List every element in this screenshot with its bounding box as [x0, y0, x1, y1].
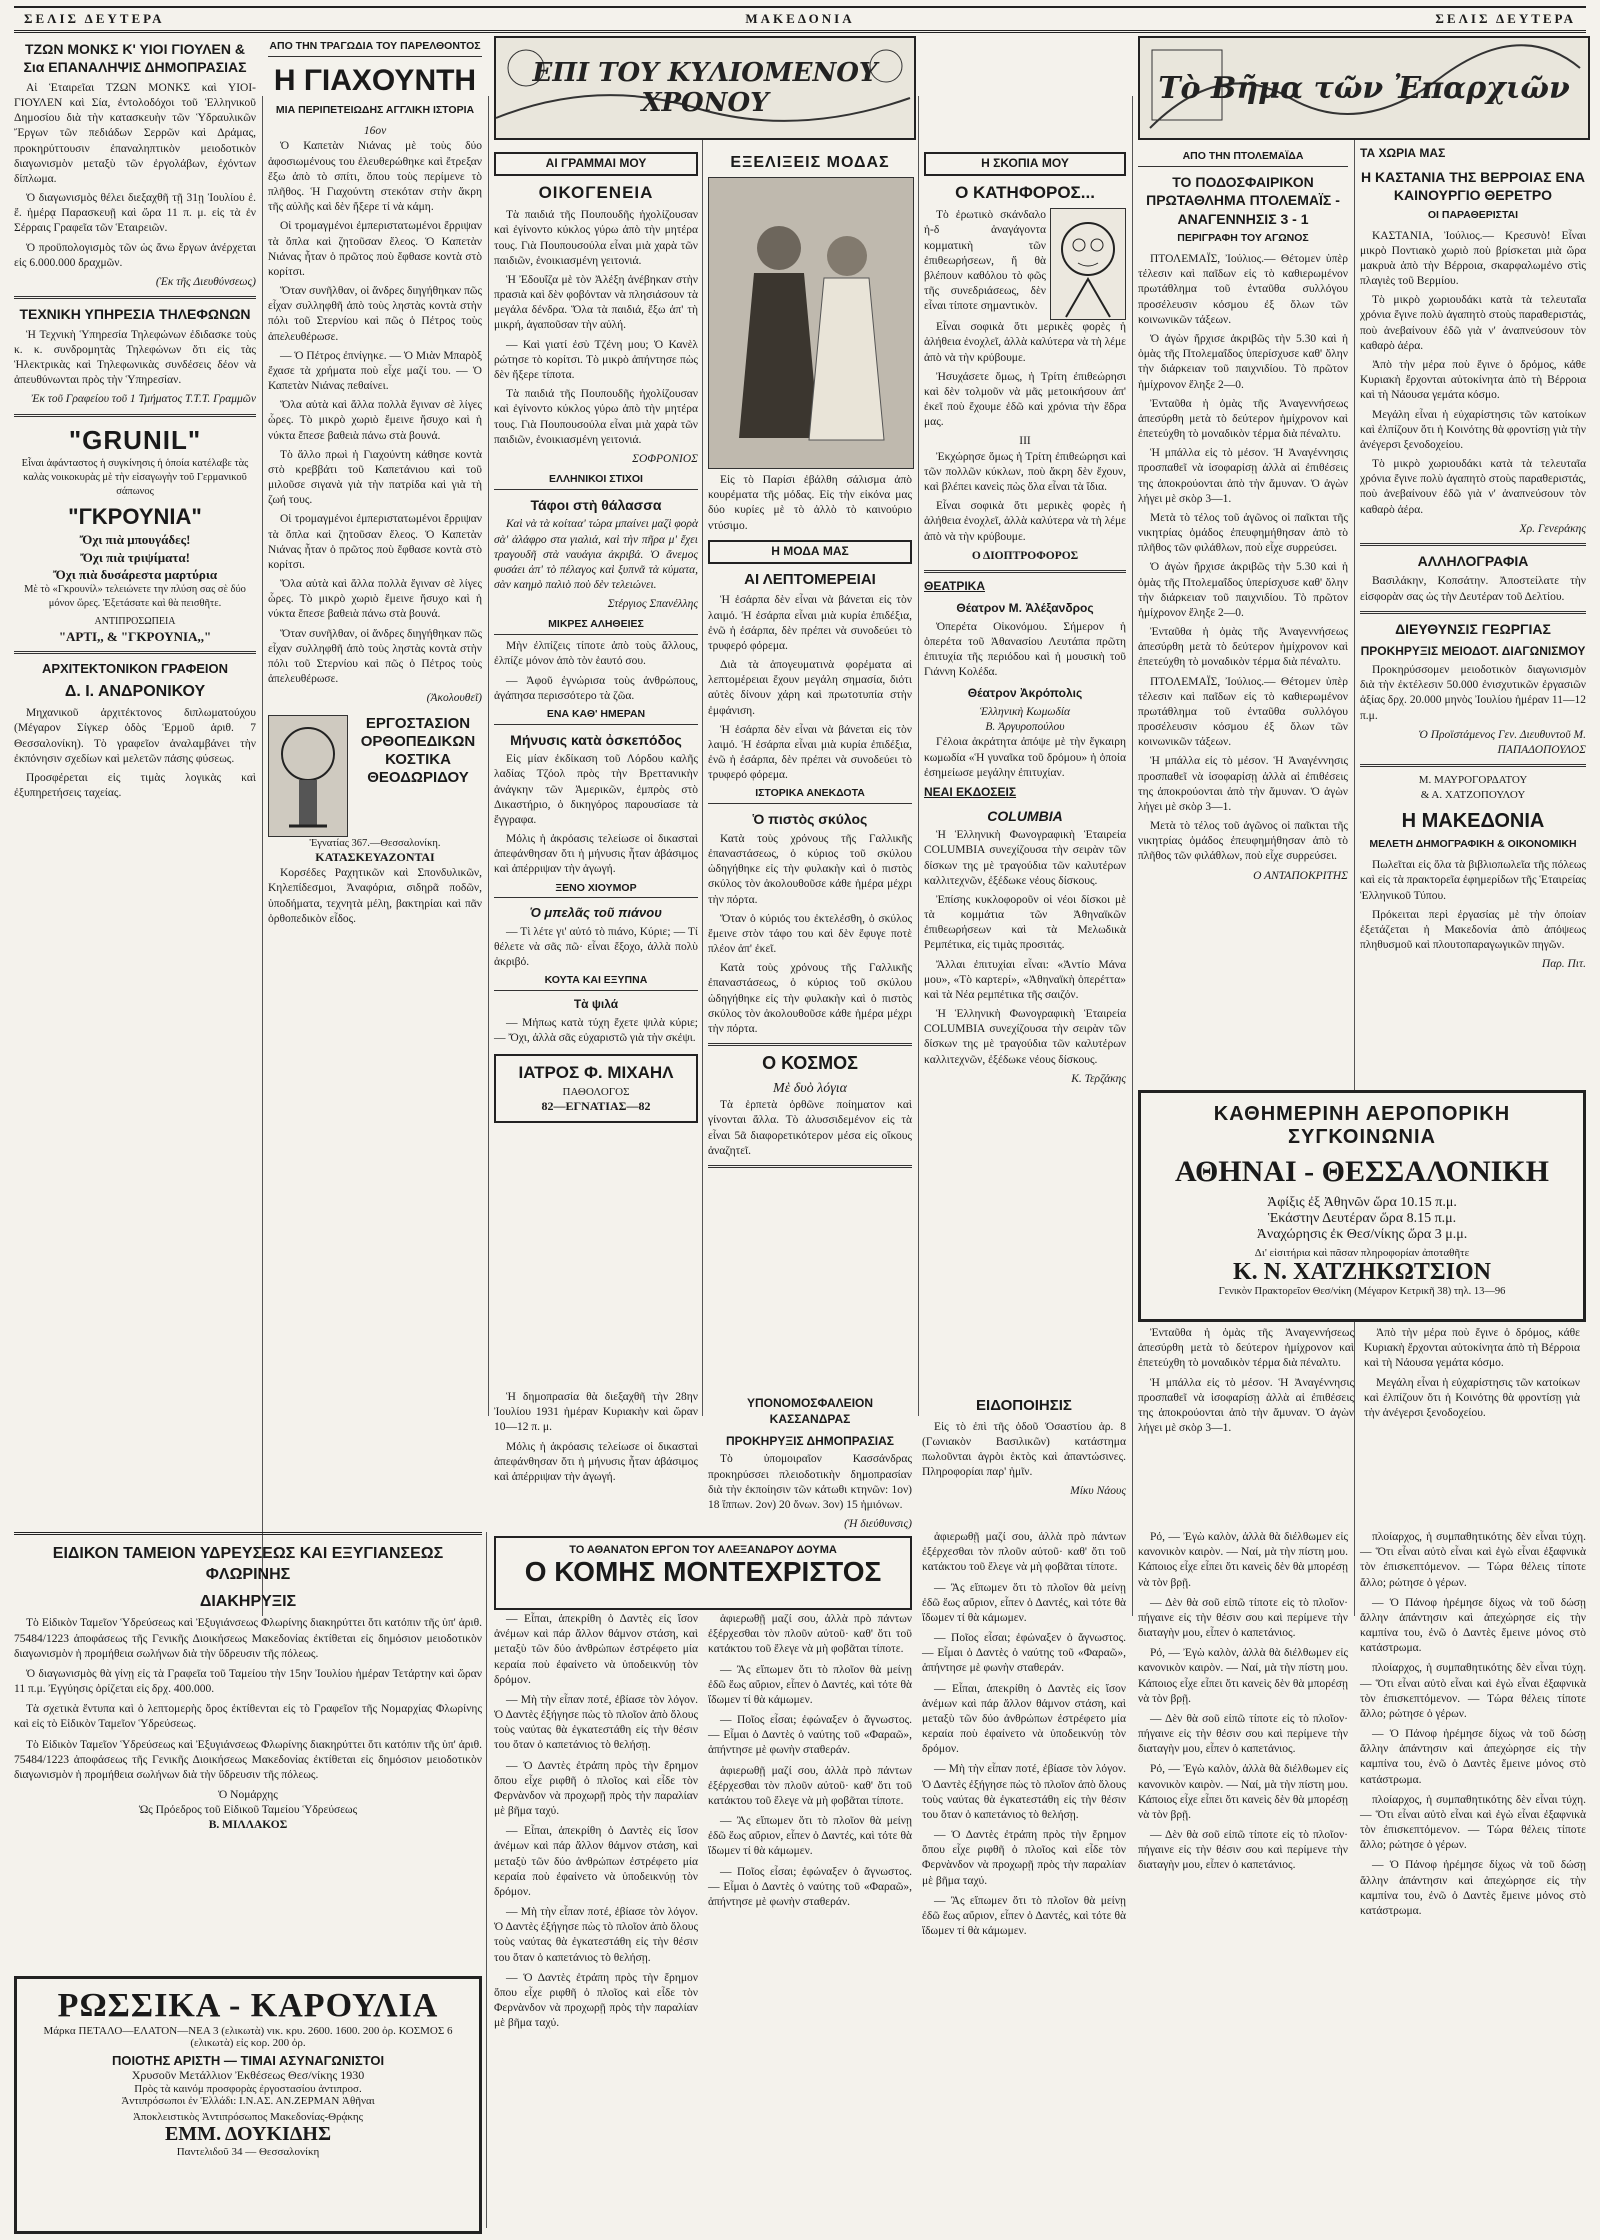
article-text: Ἡ Ἐδουΐζα μὲ τὸν Ἀλέξη ἀνέβηκαν στὴν πρασιὰ καὶ δὲν φοβόνταν νὰ πλησιάσουν τὰ μεγάλα δένδρα. Ὅλα τὰ παιδιά, ἔξω ἀπ' τὴ μικρή, ἀγαποῦσαν τὴν αὐλή. [494, 273, 698, 332]
doctor-name: ΙΑΤΡΟΣ Φ. ΜΙΧΑΗΛ [518, 1063, 674, 1083]
article-text: Τὸ μικρὸ χωριουδάκι κατὰ τὰ τελευταῖα χρόνια ἔγινε πολὺ ἀγαπητὸ στοὺς παραθεριστάς, ποὺ ἀνεβαίνουν ἐδῶ γιὰ ν' ἀναπνεύσουν τὸν καθαρὸ ἀέρα. [1360, 458, 1586, 516]
subheadline: ΔΙΑΚΗΡΥΞΙΣ [199, 1593, 297, 1611]
ad-address: Γενικὸν Πρακτορεῖον Θεσ/νίκη (Μέγαρον Κετρικῆ 38) τηλ. 13—96 [1218, 1286, 1506, 1297]
article-text: Ρό, — Ἐγὼ καλὸν, ἀλλὰ θὰ διέλθωμεν εἰς κανονικὸν καιρὸν. — Ναί, μὰ τὴν πίστη μου. Κάποιος εἶχε εἶπει ὅτι κανεὶς δὲν θὰ μπορέσῃ νὰ τὸν βρῇ. [1138, 1647, 1348, 1705]
lower-notices [708, 1390, 1126, 1531]
headline: Ὁ μπελᾶς τοῦ πιάνου [530, 905, 662, 921]
ad-info: Δι' εἰσιτήρια καὶ πᾶσαν πληροφορίαν ἀποταθῆτε [1254, 1247, 1470, 1259]
subtitle: ΜΙΑ ΠΕΡΙΠΕΤΕΙΩΔΗΣ ΑΓΓΛΙΚΗ ΙΣΤΟΡΙΑ [275, 104, 475, 117]
article-text: — Ἂς εἴπωμεν ὅτι τὸ πλοῖον θὰ μείνῃ ἐδῶ ἕως αὔριον, εἶπεν ὁ Δαντές, καὶ τότε θὰ ἴδωμεν τί θὰ κάμωμεν. [708, 1663, 912, 1706]
article-text: — Ὁ Πάνοφ ἠρέμησε δίχως νὰ τοῦ δώσῃ ἄλλην ἀπάντησιν καὶ ἀπεχώρησε εἰς τὴν καμπίνα του, ἐνῶ ὁ Δαντὲς ἔμεινε μόνος στὸ κατάστρωμα. [1360, 1728, 1586, 1786]
article-text: — Ἀφοῦ ἐγνώρισα τοὺς ἀνθρώπους, ἀγάπησα περισσότερο τὰ ζῶα. [494, 674, 698, 702]
article-text: Ἄλλαι ἐπιτυχίαι εἶναι: «Ἀντίο Μάνα μου», «Τὸ καρτερί», «Ἀθηναϊκὴ ὁπερέττα» καὶ τὰ Νέα ρεμπέτικα τῆς σαιζόν. [924, 958, 1126, 1001]
emblem-image [268, 715, 348, 837]
section-label: ΜΙΚΡΕΣ ΑΛΗΘΕΙΕΣ [494, 618, 698, 635]
author: Μ. ΜΑΥΡΟΓΟΡΔΑΤΟΥ [1418, 774, 1528, 787]
article-text: — Δὲν θὰ σοῦ εἰπῶ τίποτε εἰς τὸ πλοῖον· πήγαινε εἰς τὴν θέσιν σου καὶ περίμενε τὴν διαταγὴν μου, εἶπεν ὁ καπετάνιος. [1138, 1712, 1348, 1756]
headline: Δ. Ι. ΑΝΔΡΟΝΙΚΟΥ [64, 683, 206, 701]
article-text: Μόλις ἡ ἀκρόασις τελείωσε οἱ δικασταὶ ἀπεφάνθησαν ὅτι ἡ μήνυσις ἦταν ἀβάσιμος καὶ ἀπέρριψαν τὴν ἀγωγή. [494, 833, 698, 876]
air-travel-ad [1138, 1090, 1586, 1322]
signature: Ὁ Νομάρχης [218, 1789, 278, 1802]
article-text: — Εἶπαι, ἀπεκρίθη ὁ Δαντὲς εἰς ἴσον ἀνέμων καὶ πάρ ἄλλον θάμνον στάση, καὶ μεταξὺ τῶν δύο ἀνθρώπων ἐστρέφετο μία κεραία ποὺ ἐφαίνετο νὰ ὑποδεικνύῃ τὸν δρόμον. [922, 1682, 1126, 1756]
article-text: πλοίαρχος, ἡ συμπαθητικότης δὲν εἶναι τύχη. — Ὅτι εἶναι αὐτὸ εἶναι καὶ ἐγὼ εἶναι ἐξαφνικὰ τὸν ἐπισκεπτόμενον. — Τώρα θέλεις τίποτε ἄλλο; ρώτησε ὁ γέρων. [1360, 1793, 1586, 1852]
article-text: Ἡ ἐσάρπα δὲν εἶναι νὰ βάνεται εἰς τὸν λαιμό. Ἡ ἐσάρπα εἶναι μιὰ κυρία ἐπιδέξια, ἐνῶ ἡ ἐσάρπα, δὲν πρέπει νὰ συνοδεύει τὸ τρυφερό φόρεμα. [708, 594, 912, 652]
article-text: — Μὴ τὴν εἶπαν ποτέ, ἐβίασε τὸν λόγον. Ὁ Δαντὲς ἐξήγησε πὼς τὸ πλοῖον ἀπὸ ὅλους τοὺς ναύτας θὰ ἐγκατεστάθη εἰς τὴν θέσιν του ὅταν ὁ καπετάνιος τὸ θελήσῃ. [922, 1763, 1126, 1821]
column-rule [702, 96, 703, 1416]
article-text: — Μὴ τὴν εἶπαν ποτέ, ἐβίασε τὸν λόγον. Ὁ Δαντὲς ἐξήγησε πὼς τὸ πλοῖον ἀπὸ ὅλους τοὺς ναύτας θὰ ἐγκατεστάθη εἰς τὴν θέσιν του ὅταν ὁ καπετάνιος τὸ θελήσῃ. [494, 1906, 698, 1964]
article-text: Τὸ ὑπομοιραῖον Κασσάνδρας προκηρύσσει πλειοδοτικὴν δημοπρασίαν διὰ τὴν ἐκποίησιν τῶν κάτωθι κτηνῶν: 1ον) 18 ἵππων. 2ον) 20 ὄνων. 3ον) 15 ἡμιόνων. [708, 1453, 912, 1511]
article-text: — Εἶπαι, ἀπεκρίθη ὁ Δαντὲς εἰς ἴσον ἀνέμων καὶ πάρ ἄλλον θάμνον στάση, καὶ μεταξὺ τῶν δύο ἀνθρώπων ἐστρέφετο μία κεραία ποὺ ἐφαίνετο νὰ ὑποδεικνύῃ τὸν δρόμον. [494, 1825, 698, 1898]
orthopedic-ad [268, 715, 482, 837]
column-6 [1138, 146, 1348, 1076]
article-text: Τὸ Εἰδικὸν Ταμεῖον Ὑδρεύσεως καὶ Ἐξυγιάνσεως Φλωρίνης διακηρύττει ὅτι κατόπιν τῆς ὑπ' ἀριθ. 75484/1223 ἀποφάσεως τῆς Γενικῆς Διοικήσεως Μακεδονίας ἐκτίθεται εἰς δημόσιον μειοδοτικὸν διαγωνισμὸν ἡ προμήθεια σωλήνων διὰ τὴν ὕδρευσιν τῆς πόλεως. [14, 1738, 482, 1781]
headline: Μήνυσις κατὰ ὀσκεπόδος [510, 731, 682, 748]
article-text: Ἐνταῦθα ἡ ὁμὰς τῆς Ἀναγεννήσεως ἀπεσύρθη μετὰ τὸ δεύτερον ἡμίχρονον καὶ ἐπετεύχθη τὸ μοναδικὸν τέρμα διὰ πέναλτυ. [1138, 626, 1348, 669]
poem-text: Καὶ νὰ τὰ κοίταα' τώρα μπαίνει μαζὶ φορὰ σὰ' ἀλάφρο στα γιαλιά, καὶ τὴν πῆρα μ' ἔχει τραγουδῆ στὰ ναυάγια ἀκριβά. Ὁ ἄνεμος φυσάει ἀπ' τὸ πέλαγος καὶ ξυπνᾶ τὰ κύματα, σὰν καημὸ παλιὸ ποὺ δὲν τελειώνει. [494, 518, 698, 592]
article-text: Ἡ μπάλλα εἰς τὸ μέσον. Ἡ Ἀναγέννησις προσπαθεῖ νὰ ἰσοφαρίσῃ ἀλλὰ αἱ ἐπιθέσεις της ἀποκρούονται ἀπὸ τὴν ἄμυναν. Ὁ ἀγὼν λήγει μὲ σκὸρ 3—1. [1138, 1376, 1354, 1435]
article-text: Μὴν ἐλπίζεις τίποτε ἀπὸ τοὺς ἄλλους, ἐλπίζε μόνον ἀπὸ τὸν ἑαυτό σου. [494, 640, 698, 668]
article-text: Οἱ τρομαγμένοι ἐμπεριστατωμένοι ἔρριψαν τὰ ὅπλα καὶ ζητοῦσαν ἔλεος. Ὁ Καπετὰν Νιάνας ἦταν ὁ πρῶτος ποὺ ἔφθασε κοντὰ στὸ κορίτσι. [268, 220, 482, 278]
caricature-image [1050, 208, 1126, 320]
signature: (Ἀκολουθεῖ) [426, 692, 482, 705]
ad-schedule: Ἑκάστην Δευτέραν ὥρα 8.15 π.μ. [1267, 1211, 1457, 1226]
serial-column-4 [1138, 1530, 1348, 2228]
serial-column-5 [1360, 1530, 1586, 2228]
column-rule [488, 96, 489, 1416]
article-text: — Ποῖος εἶσαι; ἐφώναξεν ὁ ἄγνωστος. — Εἶμαι ὁ Δαντὲς ὁ ναύτης τοῦ «Φαραῶ», ἀπήντησε μὲ φωνὴν σταθεράν. [708, 1865, 912, 1908]
headline: Η ΜΑΚΕΔΟΝΙΑ [1401, 810, 1545, 833]
ad-text: Ἀποκλειστικὸς Ἀντιπρόσωπος Μακεδονίας-Θρᾴκης [132, 2111, 364, 2123]
ad-schedule: Ἀναχώρησις ἐκ Θεσ/νίκης ὥρα 3 μ.μ. [1256, 1227, 1468, 1242]
article-text: Ἐνταῦθα ἡ ὁμὰς τῆς Ἀναγεννήσεως ἀπεσύρθη μετὰ τὸ δεύτερον ἡμίχρονον καὶ ἐπετεύχθη τὸ μοναδικὸν τέρμα διὰ πέναλτυ. [1138, 397, 1348, 441]
article-text: Κατὰ τοὺς χρόνους τῆς Γαλλικῆς ἐπαναστάσεως, ὁ κύριος τοῦ σκύλου ὡδηγήθηκε εἰς τὴν φυλακὴν καὶ ὁ πιστὸς σκύλος τὸν ἀκολουθοῦσε κάθε ἡμέρα μέχρι τὴν πόρτα. [708, 832, 912, 906]
headline: Η ΓΙΑΧΟΥΝΤΗ [273, 63, 477, 97]
article-text: Εἰς μίαν ἐκδίκαση τοῦ Λόρδου καλῆς λαδίας Τζόολ πρὸς τὴν Βρεττανικὴν ἀνάγκην τῶν Ἀμερικῶν, ἐμπρὸς στὸ Δικαστήριο, ὁ δικηγόρος παρουσίασε τὰ ἔγγραφα. [494, 753, 698, 826]
article-text: — Ὁ Πάνοφ ἠρέμησε δίχως νὰ τοῦ δώσῃ ἄλλην ἀπάντησιν καὶ ἀπεχώρησε εἰς τὴν καμπίνα του, ἐνῶ ὁ Δαντὲς ἔμεινε μόνος στὸ κατάστρωμα. [1360, 1859, 1586, 1917]
banner-title: ΕΠΙ ΤΟΥ ΚΥΛΙΟΜΕΝΟΥ ΧΡΟΝΟΥ [532, 58, 878, 118]
signature: Χρ. Γενεράκης [1519, 522, 1586, 535]
signature: Παρ. Πιτ. [1541, 958, 1586, 971]
signature: Ὁ Προϊστάμενος Γεν. Διευθυντοῦ Μ. ΠΑΠΑΔΟΠΟΥΛΟΣ [1418, 728, 1586, 756]
ad-rep-name: "ΑΡΤΙ,, & "ΓΚΡΟΥΝΙΑ,," [58, 628, 212, 644]
article-text: — Τὶ λέτε γι' αὐτό τὸ πιάνο, Κύριε; — Τί θέλετε νὰ σᾶς πῶ· εἶναι ἔξοχο, ἀλλὰ πολὺ ἀκριβό. [494, 925, 698, 968]
article-text: Τὸ Εἰδικὸν Ταμεῖον Ὑδρεύσεως καὶ Ἐξυγιάνσεως Φλωρίνης διακηρύττει ὅτι κατόπιν τῆς ὑπ' ἀριθ. 75484/1223 ἀποφάσεως τῆς Γενικῆς Διοικήσεως Μακεδονίας ἐκτίθεται εἰς δημόσιον μειοδοτικὸν διαγωνισμὸν ἡ προμήθεια σωλήνων διὰ τὴν ὕδρευσιν τῆς πόλεως. [14, 1617, 482, 1660]
emblem-icon [269, 716, 347, 836]
article-text: Τὰ παιδιά τῆς Πουπουδῆς ἠχολίζουσαν καὶ ἐγίνοντο κύκλος γύρω ἀπὸ τὴν μητέρα τους. Γιὰ Πουπουσούλα εἶναι μιὰ χαρὰ τῶν παιδιῶν, ἐνοικιασμένη γειτονιά. [494, 388, 698, 446]
ad-brand: "ΓΚΡΟΥΝΙΑ" [68, 504, 202, 530]
article-text: Εἰς τὸ ἐπὶ τῆς ὁδοῦ Ὁσαστίου ἀρ. 8 (Γωνιακὸν Βασιλικῶν) κατάστημα πωλοῦνται ἀγρὸι ἑκτὸς καὶ ἀπαντώσινες. Πληροφορίαι παρ' ἡμῖν. [922, 1420, 1126, 1479]
headline: ΤΕΧΝΙΚΗ ΥΠΗΡΕΣΙΑ ΤΗΛΕΦΩΝΩΝ [19, 306, 251, 323]
kicker: ΤΟ ΑΘΑΝΑΤΟΝ ΕΡΓΟΝ ΤΟΥ ΑΛΕΞΑΝΔΡΟΥ ΔΟΥΜΑ [569, 1544, 837, 1556]
article-text: Τὸ μικρὸ χωριουδάκι κατὰ τὰ τελευταῖα χρόνια ἔγινε πολὺ ἀγαπητὸ στοὺς παραθεριστάς, ποὺ ἀνεβαίνουν ἐδῶ γιὰ ν' ἀναπνεύσουν τὸν καθαρὸ ἀέρα. [1360, 294, 1586, 352]
article-text: Ἡ Ἑλληνικὴ Φωνογραφικὴ Ἑταιρεία COLUMBIA συνεχίζουσα τὴν σειρὰν τῶν δίσκων της μὲ τραγούδια τῶν καλυτέρων καλλιτεχνῶν, ἐξέδωκε νέους δίσκους. [924, 829, 1126, 887]
signature: Ἐκ τοῦ Γραφείου τοῦ 1 Τμήματος Τ.Τ.Τ. Γραμμῶν [31, 393, 256, 406]
section-label: ΙΣΤΟΡΙΚΑ ΑΝΕΚΔΟΤΑ [708, 787, 912, 804]
article-text: Βασιλάκην, Κοπσάτην. Ἀποστείλατε τὴν εἰσφορὰν σας ὡς τὴν Δευτέραν τοῦ Δελτίου. [1360, 575, 1586, 603]
kicker: ΑΠΟ ΤΗΝ ΠΤΟΛΕΜΑΪΔΑ [1138, 150, 1348, 167]
article-text: Μεγάλη εἶναι ἡ εὐχαρίστησις τῶν κατοίκων καὶ ἐλπίζουν ὅτι ἡ Κοινότης θὰ φροντίσῃ γιὰ τὴν ἀνέγερσι ξενοδοχείου. [1364, 1376, 1580, 1419]
article-text: — Καὶ γιατί ἐσὺ Τζένη μου; Ὁ Κανὲλ ρώτησε τὸ κορίτσι. Τὸ μικρὸ ἀπήντησε πὼς δὲν ἤξερε τίποτα. [494, 338, 698, 381]
ad-title: "GRUNIL" [68, 424, 202, 455]
section-label: ΤΑ ΧΩΡΙΑ ΜΑΣ [1360, 146, 1446, 160]
column-rule [262, 96, 263, 1616]
article-text: Ρό, — Ἐγὼ καλὸν, ἀλλὰ θὰ διέλθωμεν εἰς κανονικὸν καιρὸν. — Ναί, μὰ τὴν πίστη μου. Κάποιος εἶχε εἶπει ὅτι κανεὶς δὲν θὰ μπορέσῃ νὰ τὸν βρῇ. [1138, 1763, 1348, 1821]
column-7 [1360, 146, 1586, 1076]
headline: Θέατρον Ἀκρόπολις [967, 686, 1083, 701]
doctor-address: 82—ΕΓΝΑΤΙΑΣ—82 [541, 1099, 651, 1114]
banner-title: Τὸ Βῆμα τῶν Ἐπαρχιῶν [1158, 70, 1570, 106]
subheadline: ΟΙ ΠΑΡΑΘΕΡΙΣΤΑΙ [1427, 208, 1519, 221]
article-text: Ἀπὸ τὴν μέρα ποὺ ἔγινε ὁ δρόμος, κάθε Κυριακὴ ἔρχονται αὐτοκίνητα ἀπὸ τὴ Βέρροια καὶ τὴ Νάουσα γεμάτα κόσμο. [1360, 359, 1586, 402]
article-text: Ἡ ἐσάρπα δὲν εἶναι νὰ βάνεται εἰς τὸν λαιμό. Ἡ ἐσάρπα εἶναι μιὰ κυρία ἐπιδέξια, ἐνῶ ἡ ἐσάρπα, δὲν πρέπει νὰ συνοδεύει τὸ τρυφερό φόρεμα. [708, 723, 912, 782]
article-text: Τὸ ἐρωτικὸ σκάνδαλο ἠ-δ ἀναγάγοντα κομματικὴ τῶν ἐπιθεωρήσεων, ἤ θὰ βλέπουν καθόλου τὸ φῶς τῆς συνεδριάσεως, δὲν εἶναι τίποτε σημαντικὸν. [924, 209, 1046, 313]
article-text: — Ἂς εἴπωμεν ὅτι τὸ πλοῖον θὰ μείνῃ ἐδῶ ἕως αὔριον, εἶπεν ὁ Δαντές, καὶ τότε θὰ ἴδωμεν τί θὰ κάμωμεν. [708, 1815, 912, 1858]
section-label: Η ΜΟΔΑ ΜΑΣ [708, 540, 912, 564]
headline: Τὰ ψιλά [573, 997, 619, 1012]
article-text: Ὅταν συνῆλθαν, οἱ ἄνδρες διηγήθηκαν πῶς εἶχαν συλληφθῆ ἀπὸ τοὺς ληστὰς κοντὰ στὴν πόλι τοῦ Στερνίου καὶ πῶς ὁ Πέτρος τοὺς ἀπελευθέρωσε. [268, 627, 482, 686]
ad-address: Παντελιδοῦ 34 — Θεσσαλονίκη [176, 2146, 320, 2158]
masthead-left: ΣΕΛΙΣ ΔΕΥΤΕΡΑ [24, 11, 165, 26]
article-text: ΠΤΟΛΕΜΑΪΣ, Ἰούλιος.— Θέτομεν ὑπὲρ τέλεσιν καὶ παῖδων εἰς τὸ καθιερωμένον πρωτάθλημα τοῦ ἐνταῦθα συλλόγου προσέλευσιν κόσμου ἐξ ὅλων τῶν κοινωνικῶν τάξεων. [1138, 253, 1348, 326]
signature: Ὡς Πρόεδρος τοῦ Εἰδικοῦ Ταμείου Ὑδρεύσεως [138, 1804, 358, 1817]
ad-title: ΚΑΘΗΜΕΡΙΝΗ ΑΕΡΟΠΟΡΙΚΗ ΣΥΓΚΟΙΝΩΝΙΑ [1213, 1103, 1511, 1148]
ad-schedule: Ἀφίξις ἐξ Ἀθηνῶν ὥρα 10.15 π.μ. [1267, 1195, 1457, 1210]
caricature-icon [1051, 209, 1125, 319]
subheadline: ΜΕΛΕΤΗ ΔΗΜΟΓΡΑΦΙΚΗ & ΟΙΚΟΝΟΜΙΚΗ [1369, 838, 1577, 851]
headline: Θέατρον Μ. Ἀλέξανδρος [956, 600, 1094, 615]
subheadline: Μὲ δυὸ λόγια [773, 1080, 847, 1096]
column-2 [268, 36, 482, 1526]
article-text: Ὁ προϋπολογισμὸς τῶν ὡς ἄνω ἔργων ἀνέρχεται εἰς 6.000.000 δραχμῶν. [14, 241, 256, 269]
article-text: — Ὁ Πάνοφ ἠρέμησε δίχως νὰ τοῦ δώσῃ ἄλλην ἀπάντησιν καὶ ἀπεχώρησε εἰς τὴν καμπίνα του, ἐνῶ ὁ Δαντὲς ἔμεινε μόνος στὸ κατάστρωμα. [1360, 1596, 1586, 1655]
article-text: Ὁ Καπετὰν Νιάνας μὲ τοὺς δύο ἀφοσιωμένους του ἐλευθερώθηκε καὶ ἔτρεξαν ἔξω ἀπὸ τὸ σπίτι, ὅπου τοὺς περίμενε τὸ πλῆθος. Ἡ Γιαχούντη στεκόταν στὴν ἄκρη τῆς αὐλῆς καὶ δὲν ἤξερε τί νὰ κάμη. [268, 140, 482, 214]
ad-rep-label: ΑΝΤΙΠΡΟΣΩΠΕΙΑ [94, 615, 176, 627]
article-text: Ὅλα αὐτὰ καὶ ἄλλα πολλὰ ἔγιναν σὲ λίγες ὧρες. Τὸ μικρὸ χωριὸ ἔμεινε ἥσυχο καὶ ἡ νύκτα ἔπεσε βαθειὰ πάνω στὰ βουνά. [268, 399, 482, 442]
article-text: πλοίαρχος, ἡ συμπαθητικότης δὲν εἶναι τύχη. — Ὅτι εἶναι αὐτὸ εἶναι καὶ ἐγὼ εἶναι ἐξαφνικὰ τὸν ἐπισκεπτόμενον. — Τώρα θέλεις τίποτε ἄλλο; ρώτησε ὁ γέρων. [1360, 1662, 1586, 1720]
headline: ΤΟ ΠΟΔΟΣΦΑΙΡΙΚΟΝ ΠΡΩΤΑΘΛΗΜΑ ΠΤΟΛΕΜΑΪΣ - ΑΝΑΓΕΝΝΗΣΙΣ 3 - 1 [1146, 173, 1340, 227]
column-5 [924, 146, 1126, 1386]
fashion-illustration [709, 178, 913, 468]
signature: Ο ΑΝΤΑΠΟΚΡΙΤΗΣ [1253, 869, 1348, 882]
water-fund-notice [14, 1532, 482, 1967]
article-text: Ἀπὸ τὴν μέρα ποὺ ἔγινε ὁ δρόμος, κάθε Κυριακὴ ἔρχονται αὐτοκίνητα ἀπὸ τὴ Βέρροια καὶ τὴ Νάουσα γεμάτα κόσμο. [1364, 1327, 1580, 1370]
subheadline: ΠΕΡΙΓΡΑΦΗ ΤΟΥ ΑΓΩΝΟΣ [1177, 232, 1309, 245]
ad-text: Χρυσοῦν Μετάλλιον Ἐκθέσεως Θεσ/νίκης 1930 [131, 2068, 365, 2082]
headline: ΠΡΟΚΗΡΥΞΙΣ ΔΗΜΟΠΡΑΣΙΑΣ [726, 1433, 894, 1448]
section-label: ΚΟΥΤΑ ΚΑΙ ΕΞΥΠΝΑ [494, 974, 698, 991]
article-text: — Ὁ Δαντὲς ἐτράπη πρὸς τὴν ἔρημον ὅπου εἶχε ριφθῆ ὁ πλοῖος καὶ εἶδε τὸν Φερνὰνδον νὰ προχωρῇ πρὸς τὴν παραλίαν μὲ βῆμα ταχύ. [494, 1759, 698, 1818]
section-label: ΝΕΑΙ ΕΚΔΟΣΕΙΣ [924, 784, 1017, 799]
article-text: ΠΤΟΛΕΜΑΪΣ, Ἰούλιος.— Θέτομεν ὑπὲρ τέλεσιν καὶ παῖδων εἰς τὸ καθιερωμένον πρωτάθλημα τοῦ ἐνταῦθα συλλόγου προσέλευσιν κόσμου ἐξ ὅλων τῶν κοινωνικῶν τάξεων. [1138, 675, 1348, 749]
article-text: — Ἂς εἴπωμεν ὅτι τὸ πλοῖον θὰ μείνῃ ἐδῶ ἕως αὔριον, εἶπεν ὁ Δαντές, καὶ τότε θὰ ἴδωμεν τί θὰ κάμωμεν. [922, 1581, 1126, 1624]
column-4 [708, 146, 912, 1386]
article-text: Ρό, — Ἐγὼ καλὸν, ἀλλὰ θὰ διέλθωμεν εἰς κανονικὸν καιρὸν. — Ναί, μὰ τὴν πίστη μου. Κάποιος εἶχε εἶπει ὅτι κανεὶς δὲν θὰ μπορέσῃ νὰ τὸν βρῇ. [1138, 1531, 1348, 1589]
article-text: πλοίαρχος, ἡ συμπαθητικότης δὲν εἶναι τύχη. — Ὅτι εἶναι αὐτὸ εἶναι καὶ ἐγὼ εἶναι ἐξαφνικὰ τὸν ἐπισκεπτόμενον. — Τώρα θέλεις τίποτε ἄλλο; ρώτησε ὁ γέρων. [1360, 1531, 1586, 1589]
section-label: ΑΙ ΓΡΑΜΜΑΙ ΜΟΥ [494, 152, 698, 176]
article-text: Μηχανικοῦ ἀρχιτέκτονος διπλωματούχου (Μέγαρον Σίγκερ ὁδὸς Ἑρμοῦ ἀριθ. 7 Θεσσαλονίκη). Τὸ γραφεῖον ἀναλαμβάνει τὴν ἐκπόνησιν σχεδίων καὶ μελετῶν πάσης φύσεως. [14, 707, 256, 765]
article-text: — Ὁ Δαντὲς ἐτράπη πρὸς τὴν ἔρημον ὅπου εἶχε ριφθῆ ὁ πλοῖος καὶ εἶδε τὸν Φερνὰνδον νὰ προχωρῇ πρὸς τὴν παραλίαν μὲ βῆμα ταχύ. [494, 1971, 698, 2030]
article-text: Διὰ τὰ ἀπογευματινὰ φορέματα αἱ λεπτομέρειαι ἔχουν μεγάλη σημασία, διότι αὐτὲς δίνουν χάρη καὶ πρωτοτυπία στὴν ἐμφάνιση. [708, 659, 912, 717]
lower-col3 [494, 1390, 698, 1520]
section-label: ΕΛΛΗΝΙΚΟΙ ΣΤΙΧΟΙ [494, 473, 698, 490]
section-label: ΕΞΕΛΙΞΕΙΣ ΜΟΔΑΣ [730, 154, 890, 171]
headline: ΟΙΚΟΓΕΝΕΙΑ [538, 182, 654, 202]
column-rule [1132, 96, 1133, 1616]
author: & Α. ΧΑΤΖΟΠΟΥΛΟΥ [1420, 788, 1526, 801]
article-text: Ὅλα αὐτὰ καὶ ἄλλα πολλὰ ἔγιναν σὲ λίγες ὧρες. Τὸ μικρὸ χωριὸ ἔμεινε ἥσυχο καὶ ἡ νύκτα ἔπεσε βαθειὰ πάνω στὰ βουνά. [268, 578, 482, 621]
article-text: Αἱ Ἑταιρεῖαι ΤΖΩΝ ΜΟΝΚΣ καὶ ΥΙΟΙ-ΓΙΟΥΛΕΝ καὶ Σία, ἐντολοδόχοι τοῦ Ἑλληνικοῦ Δημοσίου διὰ τὴν κατασκευὴν τῶν Ὑδραυλικῶν Ἔργων τῶν πεδιάδων Σερρῶν καὶ Δράμας, προκηρύττουσιν ἐπαναληπτικὸν μειοδοτικὸν διαγωνισμὸν μεταξὺ τῶν ἐργολάβων, ἐχόντων δίπλωμα. [14, 81, 256, 185]
masthead-right: ΣΕΛΙΣ ΔΕΥΤΕΡΑ [1435, 11, 1576, 26]
lower-right-text [1138, 1326, 1580, 1516]
article-text: — Ἂς εἴπωμεν ὅτι τὸ πλοῖον θὰ μείνῃ ἐδῶ ἕως αὔριον, εἶπεν ὁ Δαντές, καὶ τότε θὰ ἴδωμεν τί θὰ κάμωμεν. [922, 1894, 1126, 1938]
ad-name: ΕΜΜ. ΔΟΥΚΙΔΗΣ [164, 2123, 332, 2145]
article-text: Ἡ μπάλλα εἰς τὸ μέσον. Ἡ Ἀναγέννησις προσπαθεῖ νὰ ἰσοφαρίσῃ ἀλλὰ αἱ ἐπιθέσεις της ἀποκρούονται ἀπὸ τὴν ἄμυναν. Ὁ ἀγὼν λήγει μὲ σκὸρ 3—1. [1138, 447, 1348, 505]
article-text: Ὁ ἀγὼν ἤρχισε ἀκριβῶς τὴν 5.30 καὶ ἡ ὁμὰς τῆς Πτολεμαΐδος ὑπερίσχυσε καθ' ὅλην τὴν διάρκειαν τοῦ παιχνιδίου. Τὸ πρῶτον ἡμίχρονον ἔληξε 2—0. [1138, 332, 1348, 391]
article-text: Εἶναι σοφικὰ ὅτι μερικὲς φορὲς ἡ ἀλήθεια ἐνοχλεῖ, ἀλλὰ καλύτερα νὰ τὴ λέμε ἀπὸ νὰ τὴν κρύβουμε. [924, 500, 1126, 543]
photo-caption: Εἰς τὸ Παρίσι ἐβάλθη σάλισμα ἀπὸ κουρέματα τῆς μόδας. Εἰς τὴν εἰκόνα μας δύο κυρίες μὲ τὸ ἀλλὸ τὸ καινούριο ντύσιμο. [708, 474, 912, 532]
article-text: ἀφιερωθῇ μαζί σου, ἀλλὰ πρὸ πάντων ἐξέρχεσθαι τὸν πλοῦν αὐτοῦ· καθ' ὅτι τοῦ κατάκτου τοῦ ἔλεγε νὰ μὴ φοβᾶται τίποτε. [708, 1613, 912, 1656]
section-label: ΘΕΑΤΡΙΚΑ [924, 578, 986, 593]
subheadline: Ἑλληνικὴ Κωμωδία [979, 706, 1071, 719]
article-text: Προσφέρεται εἰς τιμὰς λογικὰς καὶ ἐξυπηρετήσεις ταχείας. [14, 771, 256, 800]
section-label: Η ΣΚΟΠΙΑ ΜΟΥ [924, 152, 1126, 176]
article-text: Κατὰ τοὺς χρόνους τῆς Γαλλικῆς ἐπαναστάσεως, ὁ κύριος τοῦ σκύλου ὡδηγήθηκε εἰς τὴν φυλακὴν καὶ ὁ πιστὸς σκύλος τὸν ἀκολουθοῦσε κάθε ἡμέρα μέχρι τὴν πόρτα. [708, 962, 912, 1035]
serial-column-3 [922, 1530, 1126, 2228]
column-rule [918, 96, 919, 1416]
article-text: Μόλις ἡ ἀκρόασις τελείωσε οἱ δικασταὶ ἀπεφάνθησαν ὅτι ἡ μήνυσις ἦταν ἀβάσιμος καὶ ἀπέρριψαν τὴν ἀγωγή. [494, 1440, 698, 1483]
ad-route: ΑΘΗΝΑΙ - ΘΕΣΣΑΛΟΝΙΚΗ [1175, 1155, 1549, 1188]
section-banner [1138, 36, 1590, 140]
signature: Ο ΔΙΟΠΤΡΟΦΟΡΟΣ [971, 549, 1079, 562]
article-text: — Εἶπαι, ἀπεκρίθη ὁ Δαντὲς εἰς ἴσον ἀνέμων καὶ πάρ ἄλλον θάμνον στάση, καὶ μεταξὺ τῶν δύο ἀνθρώπων ἐστρέφετο μία κεραία ποὺ ἐφαίνετο νὰ ὑποδεικνύῃ τὸν δρόμον. [494, 1613, 698, 1686]
headline: Η ΚΑΣΤΑΝΙΑ ΤΗΣ ΒΕΡΡΟΙΑΣ ΕΝΑ ΚΑΙΝΟΥΡΓΙΟ ΘΕΡΕΤΡΟ [1360, 168, 1586, 204]
article-text: Πωλεῖται εἰς ὅλα τὰ βιβλιοπωλεῖα τῆς πόλεως καὶ εἰς τὰ πρακτορεῖα ἐφημερίδων τῆς Ἑταιρείας Ἑλληνικοῦ Τύπου. [1360, 859, 1586, 902]
doctor-specialty: ΠΑΘΟΛΟΓΟΣ [562, 1085, 630, 1098]
headline: ΥΠΟΝΟΜΟΣΦΑΛΕΙΟΝ ΚΑΣΣΑΝΔΡΑΣ [746, 1396, 874, 1426]
rivets-ad [14, 1976, 482, 2234]
headline: ΕΙΔΙΚΟΝ ΤΑΜΕΙΟΝ ΥΔΡΕΥΣΕΩΣ ΚΑΙ ΕΞΥΓΙΑΝΣΕΩΣ ΦΛΩΡΙΝΗΣ [52, 1545, 444, 1584]
episode-number: 16ον [363, 125, 387, 138]
article-text: Ἡ Ἑλληνικὴ Φωνογραφικὴ Ἑταιρεία COLUMBIA συνεχίζουσα τὴν σειρὰν τῶν δίσκων της μὲ τραγούδια τῶν καλυτέρων καλλιτεχνῶν, ἐξέδωκε νέους δίσκους. [924, 1008, 1126, 1066]
article-text: — Δὲν θὰ σοῦ εἰπῶ τίποτε εἰς τὸ πλοῖον· πήγαινε εἰς τὴν θέσιν σου καὶ περίμενε τὴν διαταγὴν μου, εἶπεν ὁ καπετάνιος. [1138, 1829, 1348, 1872]
headline: Ο ΚΑΤΗΦΟΡΟΣ... [955, 182, 1095, 202]
article-text: Μεγάλη εἶναι ἡ εὐχαρίστησις τῶν κατοίκων καὶ ἐλπίζουν ὅτι ἡ Κοινότης θὰ φροντίσῃ γιὰ τὴν ἀνέγερσι ξενοδοχείου. [1360, 408, 1586, 451]
article-text: Τὰ ἑρπετὰ ὀρθῶνε ποίηματον καὶ γίνονται ἄλλα. Τὸ ἀλυσσιδεμένον εἰς τὰ εἶναι 5ᾶ διαφορετικότερον μέσα εἰς οἴκους ἀναζητεῖ. [708, 1099, 912, 1157]
article-text: Ὁ διαγωνισμὸς θέλει διεξαχθῆ τῇ 31ῃ Ἰουλίου ἐ. ἔ. ἡμέρᾳ Παρασκευῇ καὶ ὥρα 11 π. μ. εἰς τὰ ἐν Σέρραις Γραφεῖα τῶν Ἑταιρειῶν. [14, 192, 256, 235]
ad-sub: ΚΑΤΑΣΚΕΥΑΖΟΝΤΑΙ [315, 850, 435, 865]
serial-column-1 [494, 1612, 698, 2228]
headline: Ο ΚΟΜΗΣ ΜΟΝΤΕΧΡΙΣΤΟΣ [524, 1556, 882, 1587]
article-text: ἀφιερωθῇ μαζί σου, ἀλλὰ πρὸ πάντων ἐξέρχεσθαι τὸν πλοῦν αὐτοῦ· καθ' ὅτι τοῦ κατάκτου τοῦ ἔλεγε νὰ μὴ φοβᾶται τίποτε. [708, 1764, 912, 1807]
ad-line: Ὄχι πιὰ τριψίματα! [80, 549, 190, 565]
signature: Στέργιος Σπανέλλης [607, 598, 698, 611]
article-text: Ὁ διαγωνισμὸς θὰ γίνῃ εἰς τὰ Γραφεῖα τοῦ Ταμείου τὴν 15ην Ἰουλίου ἡμέραν Τετάρτην καὶ ὥραν 11 π.μ. Ἐγγύησις ὁρίζεται εἰς δρχ. 400.000. [14, 1667, 482, 1696]
article-text: Γέλοια ἀκράτητα ἀπόψε μὲ τὴν ἔγκαιρη κωμωδία «Ἡ γυναῖκα τοῦ δρόμου» ἡ ὁποία ἐσημείωσε μεγάλην ἐπιτυχίαν. [924, 736, 1126, 779]
masthead [14, 6, 1586, 33]
ad-line: Ὄχι πιὰ μπουγάδες! [79, 532, 191, 548]
article-text: Μετὰ τὸ τέλος τοῦ ἀγῶνος οἱ παῖκται τῆς νικητρίας ὁμάδος ἐπευφημήθησαν ἀπὸ τὸ πλῆθος τῶν φιλάθλων, ποὺ εἶχε συρρεύσει. [1138, 511, 1348, 555]
headline: Ὁ πιστὸς σκύλος [752, 811, 868, 828]
article-text: Τὰ σχετικὰ ἔντυπα καὶ ὁ λεπτομερὴς ὅρος ἐκτίθενται εἰς τὸ Γραφεῖον τῆς Νομαρχίας Φλωρίνης καὶ εἰς τὸ Εἰδικὸν Ταμεῖον Ὑδρεύσεως. [14, 1703, 482, 1731]
ad-text: Ἀντιπρόσωποι ἐν Ἑλλάδι: Ι.Ν.ΑΣ. ΑΝ.ΖΕΡΜΑΝ Ἀθῆναι [121, 2095, 375, 2107]
section-label: ΔΙΕΥΘΥΝΣΙΣ ΓΕΩΡΓΙΑΣ [1395, 620, 1551, 637]
signature: Μίκυ Νάους [1070, 1485, 1126, 1498]
article-text: Τὰ παιδιά τῆς Πουπουδῆς ἠχολίζουσαν καὶ ἐγίνοντο κύκλος γύρω ἀπὸ τὴν μητέρα τους. Γιὰ Πουπουσούλα εἶναι μιὰ χαρὰ τῶν παιδιῶν, ἐνοικιασμένη γειτονιά. [494, 209, 698, 267]
ad-title: ΡΩΣΣΙΚΑ - ΚΑΡΟΥΛΙΑ [57, 1987, 439, 2024]
headline: ΑΙ ΛΕΠΤΟΜΕΡΕΙΑΙ [744, 570, 876, 588]
headline: ΤΖΩΝ ΜΟΝΚΣ Κ' ΥΙΟΙ ΓΙΟΥΛΕΝ & Σια ΕΠΑΝΑΛΗΨΙΣ ΔΗΜΟΠΡΑΣΙΑΣ [23, 41, 247, 76]
ad-text: Πρὸς τὰ καινόμ προσφορὰς ἐργοστασίου ἀντιπροσ. [134, 2083, 362, 2095]
column-rule [486, 1532, 487, 2228]
article-text: Μετὰ τὸ τέλος τοῦ ἀγῶνος οἱ παῖκται τῆς νικητρίας ὁμάδος ἐπευφημήθησαν ἀπὸ τὸ πλῆθος τῶν φιλάθλων, ποὺ εἶχε συρρεύσει. [1138, 820, 1348, 863]
column-3 [494, 146, 698, 1386]
article-text: Ὅταν συνῆλθαν, οἱ ἄνδρες διηγήθηκαν πῶς εἶχαν συλληφθῆ ἀπὸ τοὺς ληστὰς κοντὰ στὴν πόλι τοῦ Στερνίου καὶ πῶς ὁ Πέτρος τοὺς ἀπελευθέρωσε. [268, 285, 482, 343]
section-label: ΞΕΝΟ ΧΙΟΥΜΟΡ [494, 882, 698, 899]
headline: Ο ΚΟΣΜΟΣ [762, 1053, 858, 1074]
section-label: ΑΛΛΗΛΟΓΡΑΦΙΑ [1417, 552, 1529, 569]
headline: Τάφοι στὴ θάλασσα [530, 496, 662, 513]
article-text: Εἶναι σοφικὰ ὅτι μερικὲς φορὲς ἡ ἀλήθεια ἐνοχλεῖ, ἀλλὰ καλύτερα νὰ τὴ λέμε ἀπὸ νὰ τὴν κρύβουμε. [924, 321, 1126, 364]
kicker: ΑΠΟ ΤΗΝ ΤΡΑΓΩΔΙΑ ΤΟΥ ΠΑΡΕΛΘΟΝΤΟΣ [268, 40, 482, 57]
signature: Β. ΜΙΛΛΑΚΟΣ [208, 1819, 288, 1832]
article-text: Ἐκχώρησε ὅμως ἡ Τρίτη ἐπιθεώρησι καὶ τῶν πολλῶν κύκλων, ποὺ ἄκρη δὲν ἔχουν, καὶ βλέπει κανεὶς πὼς ὅλα εἶναι τὰ ἴδια. [924, 450, 1126, 493]
fashion-photo [708, 177, 914, 469]
article-text: — Δὲν θὰ σοῦ εἰπῶ τίποτε εἰς τὸ πλοῖον· πήγαινε εἰς τὴν θέσιν σου καὶ περίμενε τὴν διαταγὴν μου, εἶπεν ὁ καπετάνιος. [1138, 1596, 1348, 1640]
article-text: Ἠσυχάσετε ὅμως, ἡ Τρίτη ἐπιθεώρησι καὶ δὲν τολμοῦν νὰ μᾶς μετοικήσουν ἀπ' ἐκεῖ ποὺ ἔχουμε ἐδῶ καὶ χρόνια τὴν ἕδρα μας. [924, 370, 1126, 429]
ad-name: Κ. Ν. ΧΑΤΖΗΚΩΤΣΙΟΝ [1233, 1259, 1491, 1285]
article-text: Οἱ τρομαγμένοι ἐμπεριστατωμένοι ἔρριψαν τὰ ὅπλα καὶ ζητοῦσαν ἔλεος. Ὁ Καπετὰν Νιάνας ἦταν ὁ πρῶτος ποὺ ἔφθασε κοντὰ στὸ κορίτσι. [268, 513, 482, 571]
article-text: Ἡ δημοπρασία θὰ διεξαχθῆ τὴν 28ην Ἰουλίου 1931 ἡμέραν Κυριακὴν καὶ ὥραν 10—12 π. μ. [494, 1391, 698, 1434]
article-text: — Ὁ Δαντὲς ἐτράπη πρὸς τὴν ἔρημον ὅπου εἶχε ριφθῆ ὁ πλοῖος καὶ εἶδε τὸν Φερνὰνδον νὰ προχωρῇ πρὸς τὴν παραλίαν μὲ βῆμα ταχύ. [922, 1829, 1126, 1887]
article-text: Πρόκειται περὶ ἐργασίας μὲ τὴν ὁποίαν ἐξετάζεται ἡ Μακεδονία ἀπὸ ἀπόψεως πληθυσμοῦ καὶ πλουτοπαραγωγικῶν πηγῶν. [1360, 908, 1586, 952]
ad-text: Μάρκα ΠΕΤΑΛΟ—ΕΛΑΤΟΝ—ΝΕΑ 3 (ελικωτὰ) νικ. κρυ. 2600. 1600. 200 ὀρ. ΚΟΣΜΟΣ 6 (ελικωτὰ) εἰς κορ. 200 ὀρ. [43, 2025, 453, 2049]
article-text: Προκηρύσσομεν μειοδοτικὸν διαγωνισμὸν διὰ τὴν ἐκτέλεσιν 50.000 ἐνισχυτικῶν ἐργασιῶν ἀξίας δρχ. 20.000 μηνὸς Ἰουλίου ἡμέραν 11—12 π.μ. [1360, 664, 1586, 722]
signature: Κ. Τερζάκης [1071, 1072, 1126, 1085]
serial-column-2 [708, 1612, 912, 2228]
ad-text: Μὲ τὸ «Γκρουνίλ» τελειώνετε την πλύση σας σὲ δύο μόνον ὥρες. Ἐξετάσατε καὶ θὰ πεισθῆτε. [24, 583, 246, 609]
section-label: ΕΝΑ ΚΑΘ' ΗΜΕΡΑΝ [494, 708, 698, 725]
ad-address: Ἐγνατίας 367.—Θεσσαλονίκη. [309, 837, 441, 849]
ad-line: Ὄχι πιὰ δυσάρεστα μαρτύρια [52, 566, 218, 582]
masthead-center: ΜΑΚΕΔΟΝΙΑ [745, 11, 855, 26]
column-1 [14, 36, 256, 1526]
headline: ΠΡΟΚΗΡΥΞΙΣ ΜΕΙΟΔΟΤ. ΔΙΑΓΩΝΙΣΜΟΥ [1360, 644, 1586, 659]
article-text: — Μήπως κατὰ τύχη ἔχετε ψιλὰ κύριε; — Ὄχι, ἀλλὰ σᾶς εὐχαριστῶ γιὰ τὴν σκέψι. [494, 1016, 698, 1045]
article-text: Ὁπερέτα Οἰκονόμου. Σήμερον ἡ ὁπερέτα τοῦ Ἀθανασίου Λευτάπα πρῶτη ἐπιτυχία τῆς περιόδου καὶ ἡ μουσικὴ τοῦ Γιάννη Κολέδα. [924, 620, 1126, 679]
article-text: Τὸ ἄλλο πρωὶ ἡ Γιαχούντη κάθησε κοντὰ στὸ κρεββάτι τοῦ Καπετάνιου καὶ τοῦ μιλοῦσε σιγανὰ γιὰ τὴν πατρίδα καὶ γιὰ τὴ ζωή τους. [268, 448, 482, 507]
article-text: Ὁ ἀγὼν ἤρχισε ἀκριβῶς τὴν 5.30 καὶ ἡ ὁμὰς τῆς Πτολεμαΐδος ὑπερίσχυσε καθ' ὅλην τὴν διάρκειαν τοῦ παιχνιδίου. Τὸ πρῶτον ἡμίχρονον ἔληξε 2—0. [1138, 561, 1348, 619]
signature: (Ἡ διεύθυνσις) [844, 1518, 912, 1531]
ad-text: ΠΟΙΟΤΗΣ ΑΡΙΣΤΗ — ΤΙΜΑΙ ΑΣΥΝΑΓΩΝΙΣΤΟΙ [111, 2053, 385, 2068]
section-number: III [1019, 435, 1031, 448]
article-text: — Ποῖος εἶσαι; ἐφώναξεν ὁ ἄγνωστος. — Εἶμαι ὁ Δαντὲς ὁ ναύτης τοῦ «Φαραῶ», ἀπήντησε μὲ φωνὴν σταθεράν. [708, 1714, 912, 1757]
article-text: ΚΑΣΤΑΝΙΑ, Ἰούλιος.— Κρεσυνὸ! Εἶναι μικρὸ Ποντιακὸ χωριὸ ποὺ βρίσκεται μιὰ ὥρα μακρυὰ ἀπὸ τὴν Βέρροια, σκαρφαλωμένο στὶς πλαγιὲς τοῦ Βερμίου. [1360, 229, 1586, 288]
doctor-ad [494, 1054, 698, 1123]
section-banner [494, 36, 916, 140]
article-text: Ἐπίσης κυκλοφοροῦν οἱ νέοι δίσκοι μὲ τὰ κομμάτια τῶν Ἀθηναϊκῶν ἐπιθεωρήσεων καὶ τὰ Μελωδικὰ Ρεμπέτικα, εἰς τιμὰς προσιτάς. [924, 893, 1126, 952]
article-text: Ἡ Τεχνικὴ Ὑπηρεσία Τηλεφώνων ἐδιδασκε τοὺς κ. κ. συνδρομητὰς Τηλεφώνων ὅτι εἰς τὰς Ἡλεκτρικὰς καὶ Τηλεφωνικὰς συνδέσεις δέον νὰ ἀπευθύνωνται πρὸς τὴν Ὑπηρεσίαν. [14, 328, 256, 387]
subheadline: Β. Ἀργυροπούλου [985, 721, 1065, 734]
article-text: ἀφιερωθῇ μαζί σου, ἀλλὰ πρὸ πάντων ἐξέρχεσθαι τὸν πλοῦν αὐτοῦ· καθ' ὅτι τοῦ κατάκτου τοῦ ἔλεγε νὰ μὴ φοβᾶται τίποτε. [922, 1531, 1126, 1574]
ad-title: ΕΡΓΟΣΤΑΣΙΟΝ ΟΡΘΟΠΕΔΙΚΩΝ ΚΟΣΤΙΚΑ ΘΕΟΔΩΡΙΔΟΥ [360, 714, 476, 786]
article-text: Ὅταν ὁ κύριός του ἐκτελέσθη, ὁ σκύλος ἔμεινε στὸν τάφο του καὶ δὲν ἔφυγε ποτὲ πλέον ἀπ' ἐκεῖ. [708, 912, 912, 956]
article-text: — Μὴ τὴν εἶπαν ποτέ, ἐβίασε τὸν λόγον. Ὁ Δαντὲς ἐξήγησε πὼς τὸ πλοῖον ἀπὸ ὅλους τοὺς ναύτας θὰ ἐγκατεστάθη εἰς τὴν θέσιν του ὅταν ὁ καπετάνιος τὸ θελήσῃ. [494, 1693, 698, 1752]
article-text: Ἐνταῦθα ἡ ὁμὰς τῆς Ἀναγεννήσεως ἀπεσύρθη μετὰ τὸ δεύτερον ἡμίχρονον καὶ ἐπετεύχθη τὸ μοναδικὸν τέρμα διὰ πέναλτυ. [1138, 1327, 1354, 1370]
article-text: — Ποῖος εἶσαι; ἐφώναξεν ὁ ἄγνωστος. — Εἶμαι ὁ Δαντὲς ὁ ναύτης τοῦ «Φαραῶ», ἀπήντησε μὲ φωνὴν σταθεράν. [922, 1632, 1126, 1675]
serial-heading [494, 1536, 912, 1610]
signature: (Ἐκ τῆς Διευθύνσεως) [155, 276, 256, 288]
headline: COLUMBIA [987, 807, 1063, 824]
headline: ΕΙΔΟΠΟΙΗΣΙΣ [976, 1397, 1072, 1414]
column-with-cartoon [924, 208, 1126, 320]
article-text: — Ὁ Πέτρος ἐπνίγηκε. — Ὁ Μιὰν Μπαρὸξ ἔχασε τὰ χρήματα ποὺ εἶχε μαζί του. — Ὁ Καπετὰν Νιάνας πεθαίνει. [268, 349, 482, 393]
article-text: Ἡ μπάλλα εἰς τὸ μέσον. Ἡ Ἀναγέννησις προσπαθεῖ νὰ ἰσοφαρίσῃ ἀλλὰ αἱ ἐπιθέσεις της ἀποκρούονται ἀπὸ τὴν ἄμυναν. Ὁ ἀγὼν λήγει μὲ σκὸρ 3—1. [1138, 755, 1348, 813]
ad-text: Εἶναι ἀφάνταστος ἡ συγκίνησις ἡ ὁποία κατέλαβε τὰς καλὰς νοικοκυρὰς μὲ τὴν εἰσαγωγὴν τοῦ Γερμανικοῦ σάπωνος [21, 457, 249, 497]
grunil-ad [14, 423, 256, 645]
signature: ΣΟΦΡΟΝΙΟΣ [632, 452, 698, 465]
headline: ΑΡΧΙΤΕΚΤΟΝΙΚΟΝ ΓΡΑΦΕΙΟΝ [41, 660, 229, 676]
ad-text: Κορσέδες Ραχητικῶν καὶ Σπονδυλικῶν, Κηλεπίδεσμοι, Ἀναφόρια, σιδηρᾶ ποδῶν, ὑποδήματα, τεχνητὰ μέλη, βακτηρίαι καὶ πᾶν ὀρθοπεδικὸν εἶδος. [268, 867, 482, 925]
